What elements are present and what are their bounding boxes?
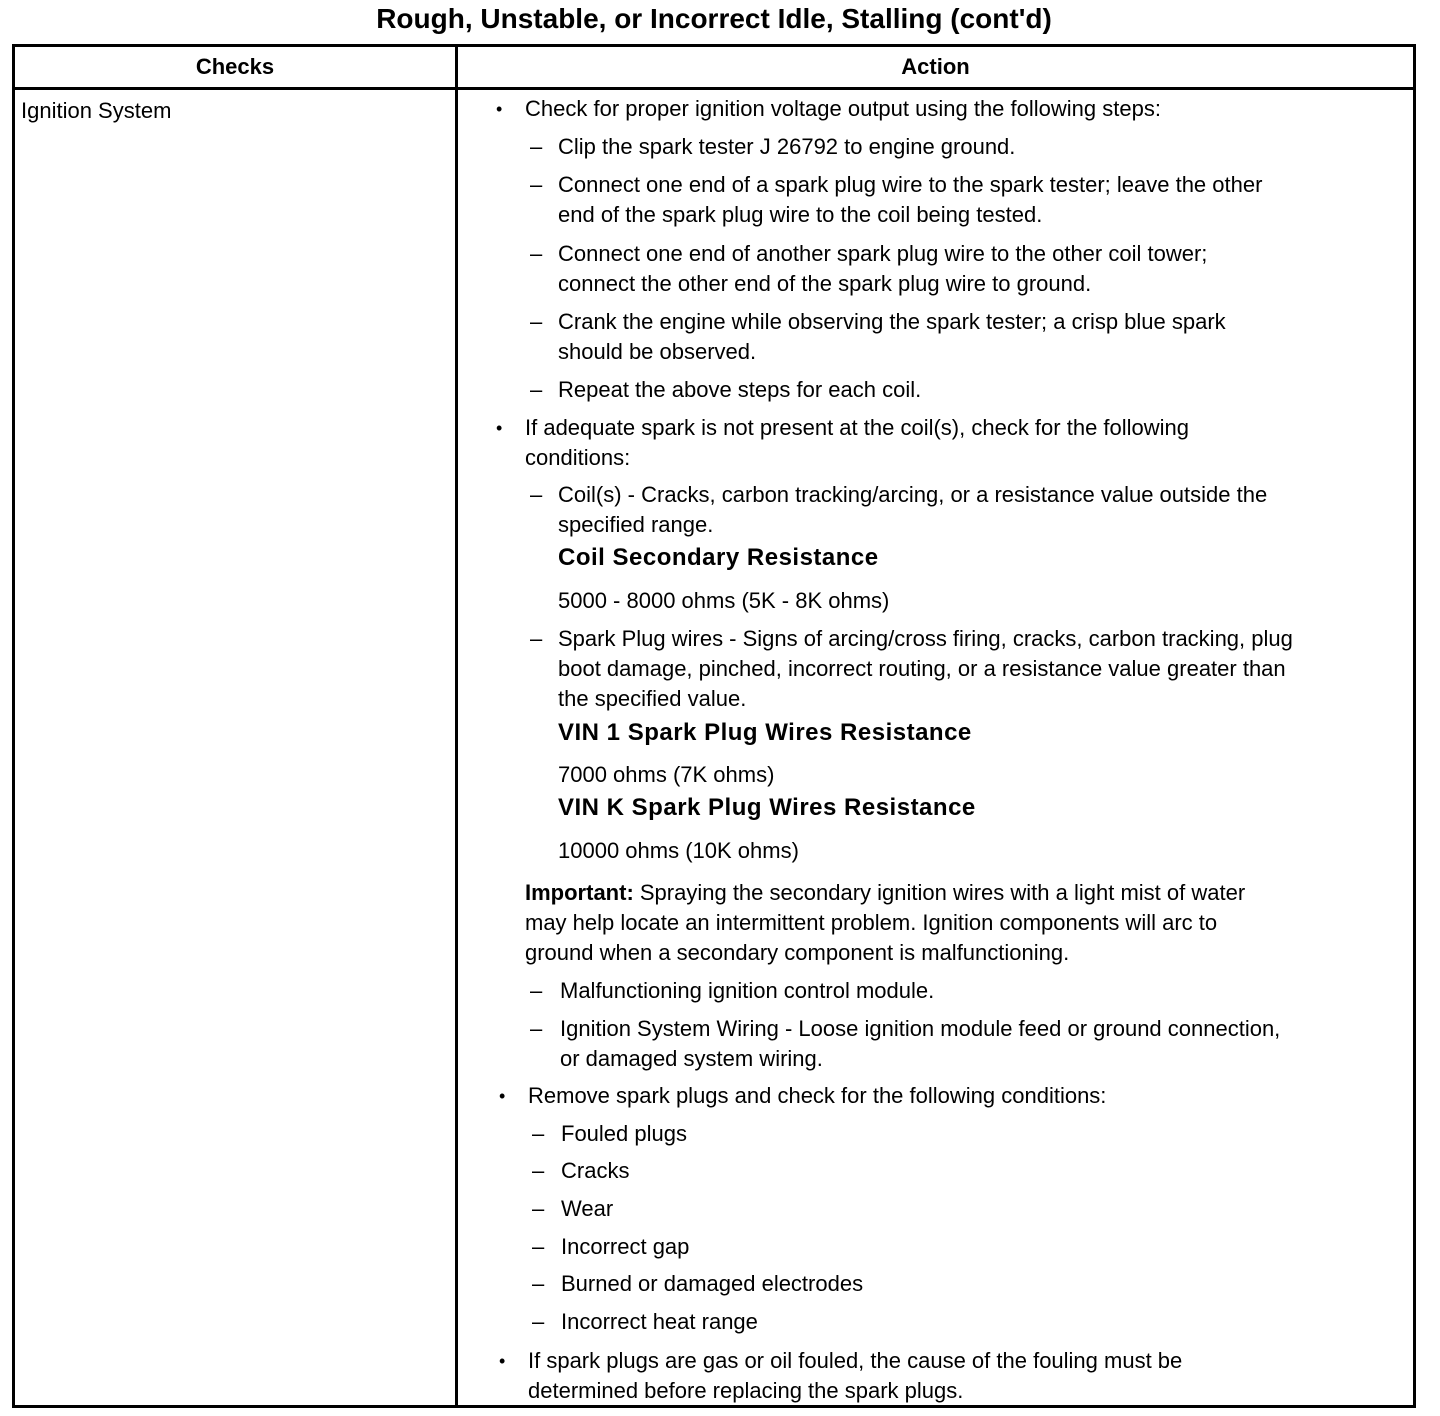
- spark-plug-condition-item: Burned or damaged electrodes: [561, 1271, 864, 1296]
- action-condition-plug-wires-line-2: boot damage, pinched, incorrect routing, or a resistance value greater than: [558, 656, 1286, 681]
- action-bullet-4-line-2: determined before replacing the spark plugs.: [528, 1378, 964, 1403]
- bullet-icon: •: [499, 1086, 506, 1106]
- action-step-repeat: Repeat the above steps for each coil.: [558, 377, 922, 402]
- bullet-icon: •: [499, 1351, 506, 1371]
- dash-icon: –: [532, 1234, 545, 1259]
- action-bullet-3: Remove spark plugs and check for the following conditions:: [528, 1083, 1107, 1108]
- spark-plug-condition-item: Incorrect gap: [561, 1234, 690, 1259]
- vink-resistance-value: 10000 ohms (10K ohms): [558, 838, 799, 863]
- check-item-ignition-system: Ignition System: [21, 98, 172, 123]
- action-column-header: Action: [901, 54, 970, 79]
- action-step-connect-wire-line-2: end of the spark plug wire to the coil being tested.: [558, 202, 1043, 227]
- vin1-resistance-value: 7000 ohms (7K ohms): [558, 762, 775, 787]
- dash-icon: –: [530, 377, 543, 402]
- action-condition-plug-wires-line-3: the specified value.: [558, 686, 747, 711]
- dash-icon: –: [530, 1016, 543, 1041]
- dash-icon: –: [530, 482, 543, 507]
- action-bullet-4-line-1: If spark plugs are gas or oil fouled, the cause of the fouling must be: [528, 1348, 1183, 1373]
- action-bullet-1: Check for proper ignition voltage output using the following steps:: [525, 96, 1161, 121]
- important-note-line-1: [525, 878, 1245, 908]
- bullet-icon: •: [496, 99, 503, 119]
- dash-icon: –: [532, 1121, 545, 1146]
- spark-plug-condition-item: Fouled plugs: [561, 1121, 687, 1146]
- dash-icon: –: [530, 626, 543, 651]
- action-cell: [15, 47, 1413, 1405]
- action-step-connect-wire-line-1: Connect one end of a spark plug wire to the spark tester; leave the other: [558, 172, 1263, 197]
- dash-icon: –: [530, 172, 543, 197]
- action-condition-plug-wires-line-1: Spark Plug wires - Signs of arcing/cross firing, cracks, carbon tracking, plug: [558, 626, 1293, 651]
- action-step-crank-engine-line-1: Crank the engine while observing the spark tester; a crisp blue spark: [558, 309, 1226, 334]
- dash-icon: –: [530, 309, 543, 334]
- spark-plug-condition-item: Cracks: [561, 1158, 630, 1183]
- dash-icon: –: [532, 1271, 545, 1296]
- dash-icon: –: [532, 1196, 545, 1221]
- action-step-connect-another-line-1: Connect one end of another spark plug wire to the other coil tower;: [558, 241, 1208, 266]
- coil-resistance-heading: Coil Secondary Resistance: [558, 544, 879, 571]
- vink-resistance-heading: VIN K Spark Plug Wires Resistance: [558, 794, 976, 821]
- action-step-connect-another-line-2: connect the other end of the spark plug wire to ground.: [558, 271, 1092, 296]
- action-bullet-2-line-1: If adequate spark is not present at the coil(s), check for the following: [525, 415, 1190, 440]
- action-condition-wiring-line-2: or damaged system wiring.: [560, 1046, 823, 1071]
- bullet-icon: •: [496, 418, 503, 438]
- dash-icon: –: [532, 1309, 545, 1334]
- spark-plug-condition-item: Wear: [561, 1196, 614, 1221]
- action-bullet-2-line-2: conditions:: [525, 445, 631, 470]
- action-condition-coil-line-1: Coil(s) - Cracks, carbon tracking/arcing, or a resistance value outside the: [558, 482, 1268, 507]
- checks-column-header: Checks: [195, 54, 275, 79]
- vin1-resistance-heading: VIN 1 Spark Plug Wires Resistance: [558, 719, 972, 746]
- spark-plug-condition-item: Incorrect heat range: [561, 1309, 758, 1334]
- dash-icon: –: [530, 978, 543, 1003]
- dash-icon: –: [530, 241, 543, 266]
- action-step-clip-tester: Clip the spark tester J 26792 to engine ground.: [558, 134, 1016, 159]
- action-condition-coil-line-2: specified range.: [558, 512, 714, 537]
- important-text: Spraying the secondary ignition wires with a light mist of water: [633, 880, 1246, 905]
- coil-resistance-value: 5000 - 8000 ohms (5K - 8K ohms): [558, 588, 890, 613]
- important-label: Important:: [525, 880, 634, 905]
- important-note-line-2: may help locate an intermittent problem. Ignition components will arc to: [525, 910, 1218, 935]
- important-note-line-3: ground when a secondary component is malfunctioning.: [525, 940, 1070, 965]
- action-condition-control-module: Malfunctioning ignition control module.: [560, 978, 935, 1003]
- dash-icon: –: [530, 134, 543, 159]
- diagnostic-table: [12, 44, 1416, 1408]
- action-step-crank-engine-line-2: should be observed.: [558, 339, 757, 364]
- dash-icon: –: [532, 1158, 545, 1183]
- page-title: Rough, Unstable, or Incorrect Idle, Stalling (cont'd): [376, 3, 1052, 34]
- action-condition-wiring-line-1: Ignition System Wiring - Loose ignition module feed or ground connection,: [560, 1016, 1281, 1041]
